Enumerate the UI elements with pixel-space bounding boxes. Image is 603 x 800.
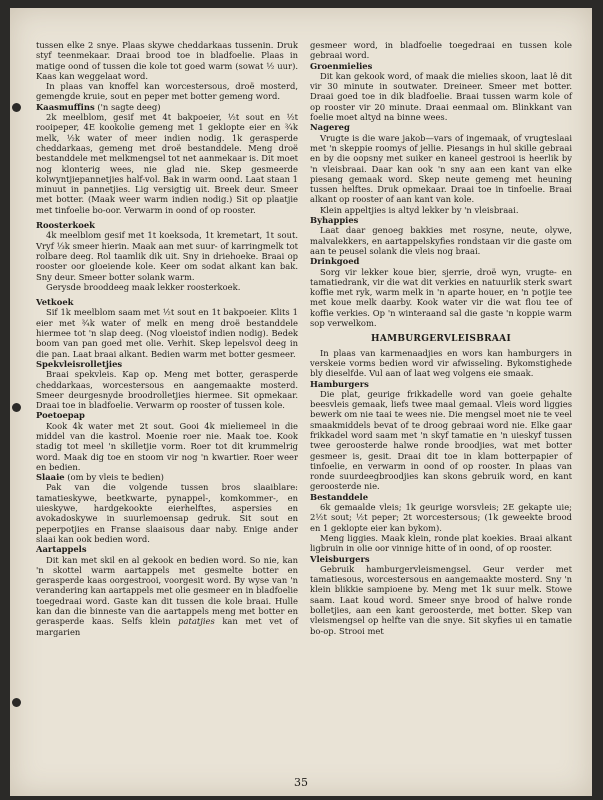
paragraph: 6k gemaalde vleis; 1k geurige worsvleis; 2E gekapte uie; 2½t sout; ½t peper; 2t worcestersous; (1k geweekte brood en 1 geklopte eier kan bykom). (310, 502, 572, 533)
paragraph: Klein appeltjies is altyd lekker by 'n vleisbraai. (320, 204, 519, 215)
recipe-heading-bestanddele: Bestanddele (310, 491, 369, 502)
recipe-heading-aartappels: Aartappels (36, 544, 87, 555)
text-run: kan met vet of margarien (36, 616, 298, 637)
recipe-heading-roosterkoek: Roosterkoek (36, 220, 95, 231)
paragraph: Sorg vir lekker koue bier, sjerrie, droë wyn, vrugte- en tamatiedrank, vir die wat dit verkies en natuurlik sterk swart koffie met ryk, warm melk in 'n aparte houer, en 'n potjie tee met koue melk daarby. Kook water vir die wat flou tee of koffie verkies. Op 'n winteraand sal die gaste 'n koppie warm sop verwelkom. (310, 266, 572, 329)
paragraph: tussen elke 2 snye. Plaas skywe cheddarkaas tussenin. Druk styf teenmekaar. Draai brood toe in bladfoelie. Plaas in matige oond of tussen die kole tot goed warm (sowat ½ uur). Kaas kan weggelaat word. (36, 40, 298, 81)
italic-word: patatjies (178, 616, 215, 627)
paragraph: Braai spekvleis. Kap op. Meng met botter, gerasperde cheddarkaas, worcestersous en aangemaakte mosterd. Smeer deurgesnyde broodrolletjies hiermee. Sit opmekaar. Draai toe in bladfoelie. Verwarm op rooster of tussen kole. (36, 369, 298, 411)
heading-note: (om by vleis te bedien) (64, 472, 164, 483)
paragraph: Gebruik hamburgervleismengsel. Geur verder met tamatiesous, worcestersous en aangemaakte mosterd. Sny 'n klein blikkie sampioene by. Meng met 1k suur melk. Stowe saam. Laat koud word. Smeer snye brood of halwe ronde bolletjies, aan een kant geroosterde, met botter. Skep van vleismengsel op helfte van die snye. Sit skyfies ui en tamatie bo-op. Strooi met (310, 563, 572, 636)
book-page (10, 8, 592, 796)
paragraph: gesmeer word, in bladfoelie toegedraai en tussen kole gebraai word. (310, 40, 572, 61)
binder-hole (12, 698, 21, 707)
recipe-heading-kaasmuffins (36, 102, 298, 112)
paragraph: Die plat, geurige frikkadelle word van goeie gehalte beesvleis gemaak, liefs twee maal gemaal. Vleis word liggies bewerk om nie taai te wees nie. Die mengsel moet nie te veel smaakmiddels bevat of te droog gebraai word nie. Elke gaar frikkadel word saam met 'n skyf tamatie en 'n uieskyf tussen twee geroosterde halwe ronde broodjies, wat met botter gesmeer is, gesit. Draai dit toe in klam botterpapier of tinfoelie, en verwarm in oond of op rooster. In plaas van ronde suurdeegbroodjies kan skons gebruik word, en kant geroosterde nie. (310, 388, 572, 492)
page-number: 35 (294, 776, 308, 789)
recipe-heading-poetoepap: Poetoepap (36, 410, 85, 421)
binder-hole (12, 403, 21, 412)
recipe-heading-groenmielies: Groenmielies (310, 60, 373, 71)
paragraph: Vrugte is die ware jakob—vars of ingemaak, of vrugteslaai met 'n skeppie roomys of jellie. Piesangs in hul skille gebraai en by die oopsny met suiker en kaneel gestrooi is heerlik by 'n vleisbraai. Daar kan ook 'n sny aan een kant van elke piesang gemaak word. Skep neute gemeng met heuning tussen helftes. Druk opmekaar. Draai toe in tinfoelie. Braai alkant op rooster of aan kant van kole. (310, 132, 572, 205)
recipe-heading-nagereg: Nagereg (310, 122, 350, 133)
paragraph: Laat daar genoeg bakkies met rosyne, neute, olywe, malvalekkers, en aartappelskyfies rondstaan vir die gaste om aan te peusel solank die vleis nog braai. (310, 225, 572, 256)
paragraph: Kook 4k water met 2t sout. Gooi 4k mieliemeel in die middel van die kastrol. Moenie roer nie. Maak toe. Kook stadig tot meel 'n skilletjie vorm. Roer tot dit krummelrig word. Maak dig toe en stoom vir nog 'n kwartier. Roer weer en bedien. (36, 420, 298, 472)
paragraph: Pak van die volgende tussen bros slaaiblare: tamatieskywe, beetkwarte, pynappel-, komkommer-, en uieskywe, hardgekookte eierhelftes, aspersies en avokadoskywe in suurlemoensap gedruk. Sit sout en peperpotjies en Franse slaaisous daar naby. Enige ander slaai kan ook bedien word. (36, 482, 298, 544)
right-column (310, 40, 572, 636)
paragraph: In plaas van knoffel kan worcestersous, droë mosterd, gemengde kruie, sout en peper met botter gemeng word. (36, 81, 298, 102)
paragraph: Sif 1k meelblom saam met ½t sout en 1t bakpoeier. Klits 1 eier met ¾k water of melk en meng droë bestanddele hiermee tot 'n slap deeg. (Nog vloeistof indien nodig). Bedek boom van pan goed met olie. Verhit. Skep lepelsvol deeg in die pan. Laat braai alkant. Bedien warm met botter gesmeer. (36, 307, 298, 359)
section-title: HAMBURGERVLEISBRAAI (371, 334, 511, 345)
recipe-heading-drinkgoed: Drinkgoed (310, 256, 360, 267)
paragraph (36, 555, 298, 637)
recipe-heading-vetkoek: Vetkoek (36, 297, 74, 308)
recipe-heading-slaaie (36, 472, 298, 482)
recipe-heading-spekvleisrolletjies: Spekvleisrolletjies (36, 358, 123, 369)
paragraph: Gerysde brooddeeg maak lekker roosterkoek. (46, 281, 241, 292)
paragraph: Meng liggies. Maak klein, ronde plat koekies. Braai alkant ligbruin in olie oor vinnige hitte of in oond, of op rooster. (310, 532, 572, 554)
paragraph: 2k meelblom, gesif met 4t bakpoeier, ½t sout en ½t rooipeper, 4E kookolie gemeng met 1 geklopte eier en ¾k melk, ½k water of meer indien nodig. 1k gerasperde cheddarkaas, gemeng met droë bestanddele. Meng droë bestanddele met melkmengsel tot net aanmekaar is. Dit moet nog klonterig wees, nie glad nie. Skep gesmeerde kolwyntjiepannetjies half-vol. Bak in warm oond. Laat staan 1 minuut in pannetjies. Lig versigtig uit. Breek deur. Smeer met botter. (Maak weer warm indien nodig.) Sit op plaatjie met tinfoelie bo-oor. Verwarm in oond of op rooster. (36, 112, 299, 215)
heading-text: Kaasmuffins (36, 101, 95, 112)
binder-hole (12, 103, 21, 112)
paragraph: In plaas van karmenaadjies en wors kan hamburgers in verskeie vorms bedien word vir afwisseling. Bykomstighede bly dieselfde. Vul aan of laat weg volgens eie smaak. (310, 347, 572, 379)
recipe-heading-hamburgers: Hamburgers (310, 378, 369, 389)
left-column (36, 40, 298, 637)
recipe-heading-byhappies: Byhappies (310, 215, 359, 226)
paragraph: Dit kan gekook word, of maak die mielies skoon, laat lê dit vir 30 minute in soutwater. Dreineer. Smeer met botter. Draai goed toe in dik bladfoelie. Braai tussen warm kole of op rooster vir 20 minute. Draai eenmaal om. Blinkkant van foelie moet altyd na binne wees. (310, 70, 572, 123)
text-run: Dit kan met skil en al gekook en bedien word. So nie, kan 'n skottel warm aartappels met gesmelte botter en gerasperde kaas oorgestrooi, voorgesit word. By wyse van 'n verandering kan aartappels met olie gesmeer en in bladfoelie toegedraai word. Gaste kan dit tussen die kole braai. Hulle kan dan die binneste van die aartappels meng met botter en gerasperde kaas. Selfs klein (36, 554, 298, 627)
heading-note: ('n sagte deeg) (94, 101, 161, 112)
paragraph: 4k meelblom gesif met 1t koeksoda, 1t kremetart, 1t sout. Vryf ⅓k smeer hierin. Maak aan met suur- of karringmelk tot rolbare deeg. Rol taamlik dik uit. Sny in driehoeke. Braai op rooster oor gloeiende kole. Keer om sodat alkant kan bak. Sny deur. Smeer botter solank warm. (36, 230, 298, 282)
heading-text: Slaaie (36, 472, 65, 483)
recipe-heading-vleisburgers: Vleisburgers (310, 553, 370, 564)
